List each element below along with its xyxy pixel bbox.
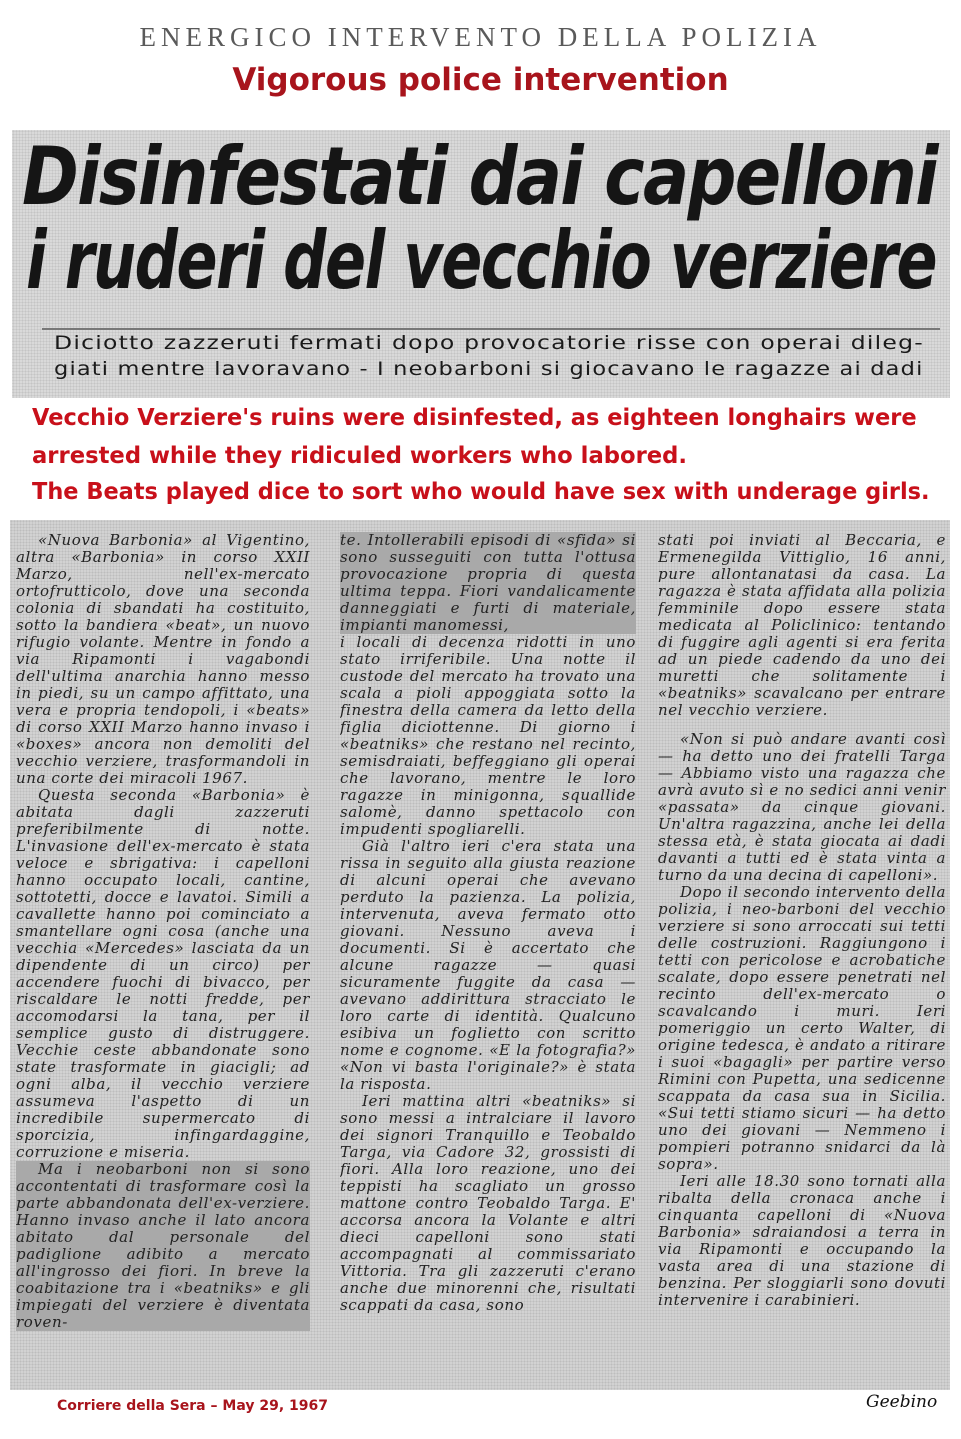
translation-line-1: Vecchio Verziere's ruins were disinfested, as eighteen longhairs were (32, 405, 917, 431)
subhead-line-2: giati mentre lavoravano - I neobarboni si giocavano le ragazze ai dadi (54, 358, 924, 380)
paragraph: i locali di decenza ridotti in uno stato irriferibile. Una notte il custode del mercato ha trovato una scala a pioli appoggiata sotto la finestra della camera da letto della figlia diciottenne. Di giorno i «beatniks» che restano nel recinto, semisdraiati, beffeggiano gli operai che lavorano, mentre le loro ragazze in minigonna, squallide salomè, danno spettacolo con impudenti spogliarelli. (340, 633, 636, 838)
subhead-line-1: Diciotto zazzeruti fermati dopo provocatorie risse con operai dileg- (54, 332, 924, 354)
paragraph: «Non si può andare avanti così — ha detto uno dei fratelli Targa — Abbiamo visto una ragazza che avrà avuto sì e no sedici anni venir «passata» da cinque giovani. Un'altra ragazzina, anche lei della stessa età, è stata giocata ai dadi davanti a tutti ed è stata vinta a turno da una decina di capelloni». (658, 730, 946, 884)
article-clipping (10, 520, 950, 1390)
translation-line-3: The Beats played dice to sort who would have sex with underage girls. (32, 479, 930, 505)
headline-line-2: i ruderi del vecchio verziere (26, 214, 936, 307)
headline-divider (42, 328, 940, 330)
article-column-3 (658, 532, 946, 1384)
paragraph-highlighted: te. Intollerabili episodi di «sfida» si sono susseguiti con tutta l'ottusa provocazione propria di questa ultima teppa. Fiori vandalicamente danneggiati e furti di materiale, impianti manomessi, (340, 532, 636, 634)
translation-line-2: arrested while they ridiculed workers who labored. (32, 443, 688, 469)
paragraph: Ieri mattina altri «beatniks» si sono messi a intralciare il lavoro dei signori Tranquillo e Teobaldo Targa, via Cadore 32, grossisti di fiori. Alla loro reazione, uno dei teppisti ha scagliato un grosso mattone contro Teobaldo Targa. E' accorsa ancora la Volante e altri dieci capelloni sono stati accompagnati al commissariato Vittoria. Tra gli zazzeruti c'erano anche due minorenni che, risultati scappati da casa, sono (340, 1092, 636, 1314)
article-column-1 (16, 532, 310, 1384)
signature: Geebino (866, 1392, 938, 1412)
paragraph: Questa seconda «Barbonia» è abitata dagli zazzeruti preferibilmente di notte. L'invasione dell'ex-mercato è stata veloce e sbrigativa: i capelloni hanno occupato locali, cantine, sottotetti, docce e lavatoi. Simili a cavallette hanno poi cominciato a smantellare ogni cosa (anche una vecchia «Mercedes» lasciata da un dipendente di un circo) per accendere fuochi di bivacco, per riscaldare le notti fredde, per accomodarsi la tana, per il semplice gusto di distruggere. Vecchie ceste abbandonate sono state trasformate in giacigli; ad ogni alba, il vecchio verziere assumeva l'aspetto di un incredibile supermercato di sporcizia, infingardaggine, corruzione e miseria. (16, 786, 310, 1161)
headline-clipping (12, 130, 950, 398)
paragraph: stati poi inviati al Beccaria, e Ermenegilda Vittiglio, 16 anni, pure allontanatasi da casa. La ragazza è stata affidata alla polizia femminile dopo essere stata medicata al Policlinico: tentando di fuggire agli agenti si era ferita ad un piede cadendo da uno dei muretti che solitamente i «beatniks» scavalcano per entrare nel vecchio verziere. (658, 532, 946, 719)
source-caption: Corriere della Sera – May 29, 1967 (57, 1398, 328, 1414)
kicker-original: ENERGICO INTERVENTO DELLA POLIZIA (139, 22, 822, 52)
article-column-2 (340, 532, 636, 1384)
kicker-translation: Vigorous police intervention (232, 62, 729, 98)
paragraph-highlighted: Ma i neobarboni non si sono accontentati di trasformare così la parte abbandonata dell'ex-verziere. Hanno invaso anche il lato ancora abitato dal personale del padiglione adibito a mercato all'ingrosso dei fiori. In breve la coabitazione tra i «beatniks» e gli impiegati del verziere è diventata roven- (16, 1160, 310, 1331)
paragraph: Già l'altro ieri c'era stata una rissa in seguito alla giusta reazione di alcuni operai che avevano perduto la pazienza. La polizia, intervenuta, aveva fermato otto giovani. Nessuno aveva i documenti. Si è accertato che alcune ragazze — quasi sicuramente fuggite da casa — avevano addirittura stracciato le loro carte di identità. Qualcuno esibiva un foglietto con scritto nome e cognome. «E la fotografia?» «Non vi basta l'originale?» è stata la risposta. (340, 837, 636, 1093)
paragraph: «Nuova Barbonia» al Vigentino, altra «Barbonia» in corso XXII Marzo, nell'ex-mercato ortofrutticolo, dove una seconda colonia di sbandati ha costituito, sotto la bandiera «beat», un nuovo rifugio volante. Mentre in fondo a via Ripamonti i vagabondi dell'ultima anarchia hanno messo in piedi, su un campo affittato, una vera e propria tendopoli, i «beats» di corso XXII Marzo hanno invaso i «boxes» ancora non demoliti del vecchio verziere, trasformandoli in una corte dei miracoli 1967. (16, 532, 310, 787)
headline-line-1: Disinfestati dai capelloni (22, 130, 937, 223)
paragraph: Ieri alle 18.30 sono tornati alla ribalta della cronaca anche i cinquanta capelloni di «Nuova Barbonia» sdraiandosi a terra in via Ripamonti e occupando la vasta area di una stazione di benzina. Per sloggiarli sono dovuti intervenire i carabinieri. (658, 1172, 946, 1309)
paragraph: Dopo il secondo intervento della polizia, i neo-barboni del vecchio verziere si sono arroccati sui tetti delle costruzioni. Raggiungono i tetti con pericolose e acrobatiche scalate, dopo essere penetrati nel recinto dell'ex-mercato o scavalcando i muri. Ieri pomeriggio un certo Walter, di origine tedesca, è andato a ritirare i suoi «bagagli» per partire verso Rimini con Pupetta, una sedicenne scappata da casa sua in Sicilia. «Sui tetti stiamo sicuri — ha detto uno dei giovani — Nemmeno i pompieri potranno snidarci da là sopra». (658, 883, 946, 1173)
